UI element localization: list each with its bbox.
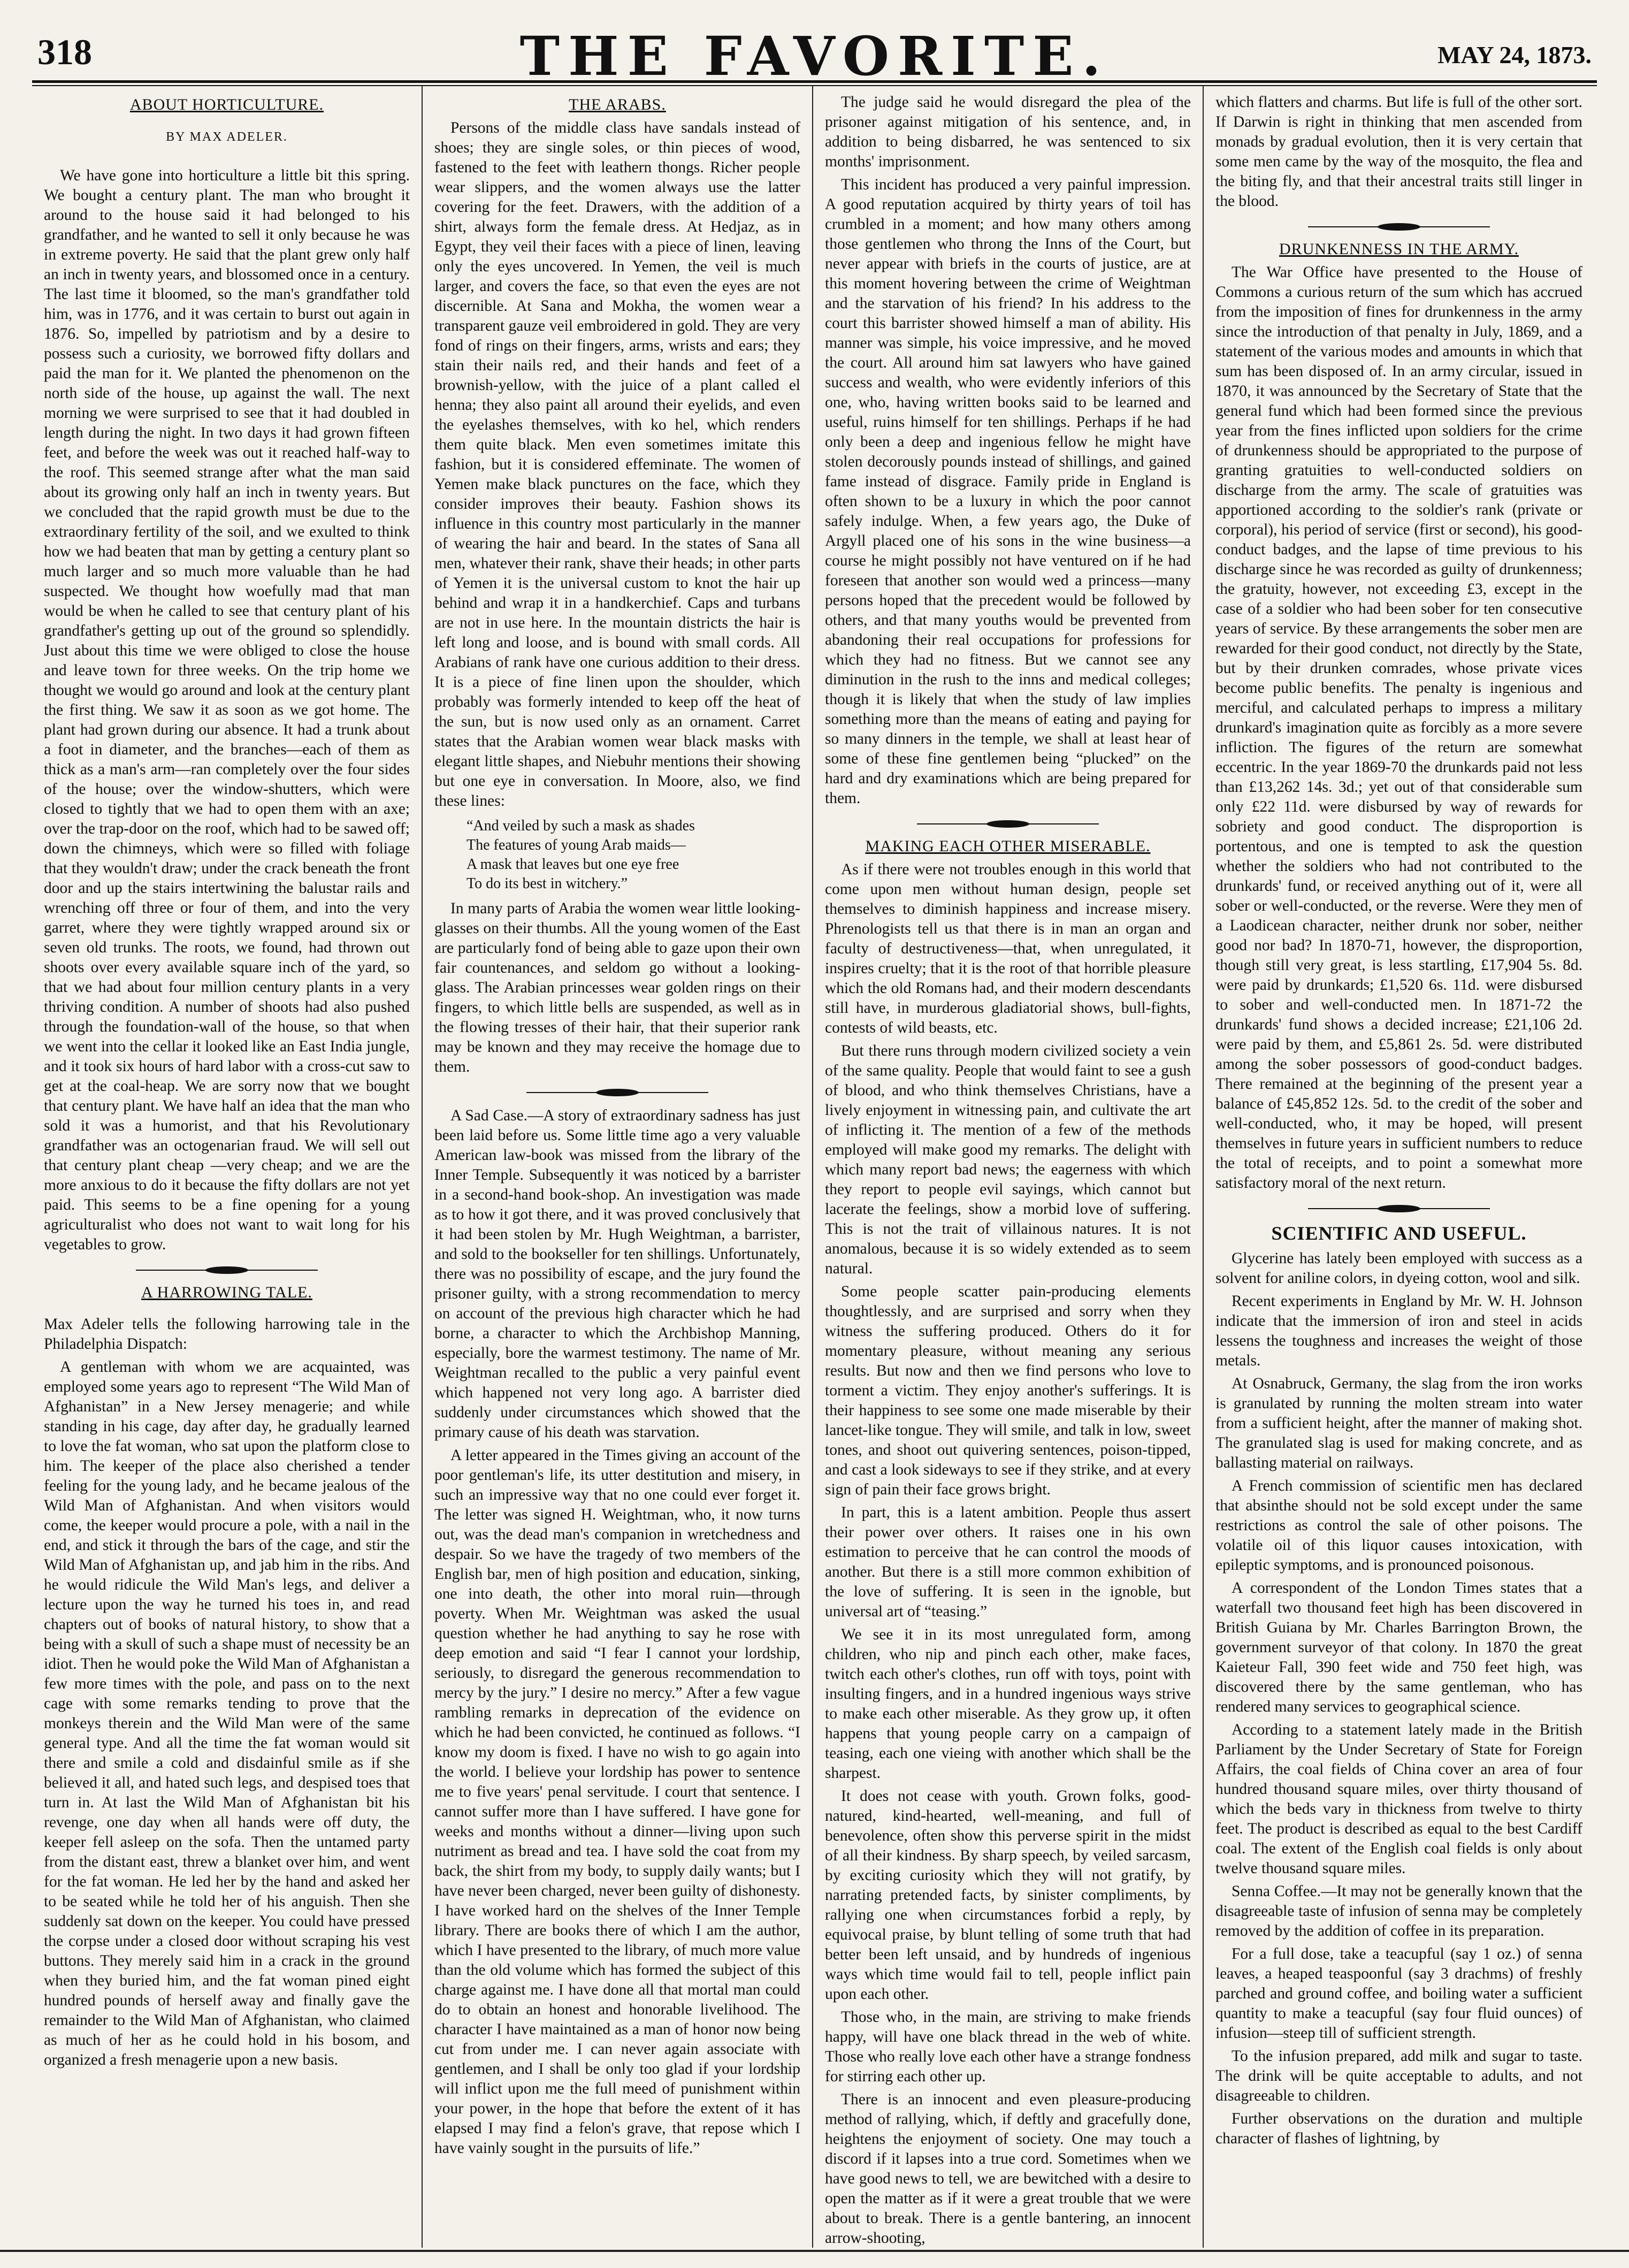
article-paragraph: There is an innocent and even pleasure-producing method of rallying, which, if deftly and gracefully done, heightens the enjoyment of society. One may touch a discord if it lapses into a true cord. Sometimes when we have good news to tell, we are bewitched with a desire to open the matter as if it were a great trouble that we were about to break. There is a gentle bantering, an innocent arrow-shooting, xyxy=(825,2091,1191,2247)
article-paragraph: Some people scatter pain-producing elements thoughtlessly, and are surprised and sorry when they witness the suffering produced. Others do it for momentary pleasure, without meaning any serious results. But now and then we find persons who love to torment a victim. They enjoy another's sufferings. It is their happiness to see some one made miserable by their lancet-like tongue. They will smile, and talk in low, sweet tones, and shoot out quivering sentences, poison-tipped, and cast a look sideways to see if they strike, and at every sign of pain their face grows bright. xyxy=(825,1283,1191,1498)
article-paragraph: But there runs through modern civilized society a vein of the same quality. People that would faint to see a gush of blood, and who think themselves Christians, have a lively enjoyment in witnessing pain, and cultivate the art of inflicting it. The mention of a few of the methods employed will make good my remarks. The delight with which many report bad news; the eagerness with which they report to people evil sayings, which cannot but lacerate the feelings, show a morbid love of suffering. This is not the trait of villainous natures. It is not anomalous, because it is so widely extended as to seem natural. xyxy=(825,1042,1191,1277)
section-divider xyxy=(825,818,1191,830)
article-paragraph: A letter appeared in the Times giving an account of the poor gentleman's life, its utter destitution and misery, in such an impressive way that no one could ever forget it. The letter was signed H. Weightman, who, it now turns out, was the dead man's companion in wretchedness and despair. So we have the tragedy of two members of the English bar, men of high position and education, sinking, one into death, the other into moral ruin—through poverty. When Mr. Weightman was asked the usual question whether he had anything to say he rose with deep emotion and said “I fear I cannot your lordship, seriously, to disregard the generous recommendation to mercy by the jury.” I desire no mercy.” After a few vague rambling remarks in deprecation of the evidence on which he had been convicted, he continued as follows. “I know my doom is fixed. I have no wish to go again into the world. I believe your lordship has power to sentence me to five years' penal servitude. I court that sentence. I cannot suffer more than I have suffered. I have gone for weeks and months without a dinner—living upon such nutriment as bread and tea. I have sold the coat from my back, the shirt from my body, to supply daily wants; but I have never been charged, never been guilty of dishonesty. I have worked hard on the shelves of the Inner Temple library. There are books there of which I am the author, which I have presented to the library, of much more value than the old volume which has formed the subject of this charge against me. I have done all that mortal man could do to obtain an honest and honorable livelihood. The character I have maintained as a man of honor now being cut from under me. I can never again associate with gentlemen, and I shall be only too glad if your lordship will inflict upon me the full meed of punishment within your power, in the hope that before the extent of it has elapsed I may find a felon's grave, that repose which I have vainly sought in the pursuits of life.” xyxy=(434,1447,800,2157)
section-divider xyxy=(1215,1203,1582,1215)
verse-line: A mask that leaves but one eye free xyxy=(466,856,679,873)
ornament-rule-icon xyxy=(131,1264,323,1276)
article-paragraph: which flatters and charms. But life is full of the other sort. If Darwin is right in thinking that men ascended from monads by gradual evolution, then it is very certain that some men came by the way of the mosquito, the flea and the biting fly, and that their ancestral traits still linger in the blood. xyxy=(1215,94,1582,210)
article-paragraph: A French commission of scientific men has declared that absinthe should not be sold except under the same restrictions as control the sale of other poisons. The volatile oil of this liquor causes intoxication, with epileptic symptoms, and is pronounced poisonous. xyxy=(1215,1477,1582,1574)
article-paragraph: Senna Coffee.—It may not be generally known that the disagreeable taste of infusion of senna may be completely removed by the addition of coffee in its preparation. xyxy=(1215,1883,1582,1939)
masthead xyxy=(32,21,1597,88)
column-4 xyxy=(1204,86,1594,2248)
article-paragraph: A Sad Case.—A story of extraordinary sadness has just been laid before us. Some little time ago a very valuable American law-book was missed from the library of the Inner Temple. Subsequently it was noticed by a barrister in a second-hand book-shop. An investigation was made as to how it got there, and it was proved conclusively that it had been stolen by Mr. Hugh Weightman, a barrister, and sold to the bookseller for ten shillings. Unfortunately, there was no possibility of escape, and the jury found the prisoner guilty, with a strong recommendation to mercy on account of the previous high character which he had borne, a character to which the Archbishop Manning, especially, bore the warmest testimony. The name of Mr. Weightman recalled to the public a very painful event which happened not very long ago. A barrister died suddenly under circumstances which showed that the primary cause of his death was starvation. xyxy=(434,1107,800,1441)
columns xyxy=(32,86,1597,2248)
column-1 xyxy=(32,86,423,2248)
article-heading: A HARROWING TALE. xyxy=(141,1284,312,1301)
article-paragraph: The War Office have presented to the House of Commons a curious return of the sum which has accrued from the imposition of fines for drunkenness in the army since the introduction of that penalty in July, 1869, and a statement of the various modes and amounts in which that sum has been disposed of. In an army circular, issued in 1870, it was announced by the Secretary of State that the general fund which had been formed since the previous year from the fines inflicted upon soldiers for the crime of drunkenness should be appropriated to the purpose of granting gratuities to well-conducted soldiers on discharge from the army. The scale of gratuities was apportioned according to the soldier's rank (private or corporal), his period of service (first or second), his good-conduct badges, and the lapse of time previous to his discharge since he was recorded as guilty of drunkenness; the gratuity, however, not exceeding £3, except in the case of a soldier who had been sober for ten consecutive years of service. By these arrangements the sober men are rewarded for their good conduct, not directly by the State, but by their drunken comrades, whose private vices become public benefits. The penalty is ingenious and merciful, and calculated perhaps to impress a military drunkard's imagination quite as forcibly as a more severe infliction. The figures of the return are somewhat eccentric. In the year 1869-70 the drunkards paid not less than £13,262 14s. 3d.; yet out of that considerable sum only £22 11d. were disbursed by way of rewards for sobriety and good conduct. The disproportion is portentous, and one is tempted to ask the question whether the soldiers who had not contributed to the drunkards' fund, or received anything out of it, were all sober or well-conducted, or the reverse. Were they men of a Laodicean character, neither drunk nor sober, neither good nor bad? In 1870-71, however, the disproportion, though still very great, is less startling, £17,904 5s. 8d. were paid by drunkards; £1,520 6s. 11d. were disbursed to sober and well-conducted men. In 1871-72 the drunkards' fund shows a decided increase; £21,106 2d. were paid by them, and £5,861 2s. 5d. were distributed among the sober possessors of good-conduct badges. There remained at the beginning of the present year a balance of £45,852 12s. 5d. to the credit of the sober and well-conducted, who, it may be hoped, will present themselves in future years in sufficient numbers to reduce the total of receipts, and to point a somewhat more satisfactory moral of the next return. xyxy=(1215,264,1582,1192)
verse-line: The features of young Arab maids— xyxy=(466,837,686,853)
article-heading: DRUNKENNESS IN THE ARMY. xyxy=(1279,240,1519,258)
page-number: 318 xyxy=(37,32,92,72)
article-paragraph: In part, this is a latent ambition. People thus assert their power over others. It raises one in his own estimation to perceive that he can control the moods of another. But there is a still more common exhibition of the love of suffering. It is seen in the ignoble, but universal art of “teasing.” xyxy=(825,1504,1191,1620)
article-paragraph: This incident has produced a very painful impression. A good reputation acquired by thirty years of toil has crumbled in a moment; and how many others among those gentlemen who throng the Inns of the Court, but never appear with briefs in the courts of justice, are at this moment hovering between the crime of Weightman and the starvation of his friend? In his address to the court this barrister showed himself a man of ability. His manner was simple, his voice impressive, and he moved the court. All around him sat lawyers who have gained success and wealth, who were evidently inferiors of this one, who, having written books said to be learned and useful, ruins himself for ten shillings. Perhaps if he had only been a deep and ingenious fellow he might have stolen decorously pounds instead of shillings, and gained fame instead of disgrace. Family pride in England is often shown to be a luxury in which the poor cannot safely indulge. When, a few years ago, the Duke of Argyll placed one of his sons in the wine business—a course he might possibly not have ventured on if he had foreseen that another son would wed a princess—many persons hoped that the precedent would be followed by others, and that many youths would be prevented from abandoning their real occupations for professions for which they had no fitness. But we cannot see any diminution in the rush to the inns and medical colleges; though it is likely that when the study of law implies something more than the means of eating and paying for so many dinners in the temple, we shall at least hear of some of these fine gentlemen being “plucked” on the hard and dry examinations which are being prepared for them. xyxy=(825,176,1191,807)
article-heading: THE ARABS. xyxy=(569,96,666,113)
article-paragraph: Those who, in the main, are striving to make friends happy, will have one black thread in the web of white. Those who really love each other have a strange fondness for stirring each other up. xyxy=(825,2009,1191,2085)
article-paragraph: Persons of the middle class have sandals instead of shoes; they are single soles, or thin pieces of wood, fastened to the feet with leathern thongs. Richer people wear slippers, and the women always use the latter covering for the feet. Drawers, with the addition of a shirt, always form the female dress. At Hedjaz, as in Egypt, they veil their faces with a piece of linen, leaving only the eyes uncovered. In Yemen, the veil is much larger, and covers the face, so that even the eyes are not discernible. At Sana and Mokha, the women wear a transparent gauze veil embroidered in gold. They are very fond of rings on their fingers, arms, wrists and ears; they stain their nails red, and their hands and feet of a brownish-yellow, with the juice of a plant called el henna; they also paint all around their eyelids, and even the eyelashes themselves, with ko hel, which renders them quite black. Men even sometimes imitate this fashion, but it is considered effeminate. The women of Yemen make black punctures on the face, which they consider improves their beauty. Fashion shows its influence in this country most particularly in the manner of wearing the hair and beard. In the states of Sana all men, whatever their rank, shave their heads; in other parts of Yemen it is the universal custom to knot the hair up behind and wrap it in a handkerchief. Caps and turbans are not in use here. In the mountain districts the hair is left long and loose, and is bound with small cords. All Arabians of rank have one curious addition to their dress. It is a piece of fine linen upon the shoulder, which probably was formerly intended to keep off the heat of the sun, but is now used only as an ornament. Carret states that the Arabian women wear black masks with elegant little shapes, and Niebuhr mentions their showing but one eye in conversation. In Moore, also, we find these lines: xyxy=(434,119,800,810)
section-divider xyxy=(434,1087,800,1098)
ornament-rule-icon xyxy=(1303,1203,1495,1215)
byline: BY MAX ADELER. xyxy=(166,130,288,144)
article-paragraph: Recent experiments in England by Mr. W. H. Johnson indicate that the immersion of iron and steel in acids lessens the toughness and increases the weight of those metals. xyxy=(1215,1293,1582,1369)
ornament-rule-icon xyxy=(1303,221,1495,233)
article-paragraph: Glycerine has lately been employed with success as a solvent for aniline colors, in dyeing cotton, wool and silk. xyxy=(1215,1250,1582,1287)
newspaper-title: THE FAVORITE. xyxy=(519,25,1110,88)
verse-quote xyxy=(466,816,800,894)
ornament-rule-icon xyxy=(912,818,1104,830)
article-paragraph: According to a statement lately made in the British Parliament by the Under Secretary of State for Foreign Affairs, the coal fields of China cover an area of four hundred thousand square miles, over thirty thousand of which the beds vary in thickness from twelve to thirty feet. The product is described as equal to the best Cardiff coal. The extent of the English coal fields is only about twelve thousand square miles. xyxy=(1215,1721,1582,1877)
article-paragraph: The judge said he would disregard the plea of the prisoner against mitigation of his sentence, and, in addition to being disbarred, he was sentenced to six months' imprisonment. xyxy=(825,94,1191,170)
article-paragraph: Further observations on the duration and multiple character of flashes of lightning, by xyxy=(1215,2110,1582,2147)
article-paragraph: As if there were not troubles enough in this world that come upon men without human design, people set themselves to diminish happiness and increase misery. Phrenologists tell us that there is in man an organ and faculty of destructiveness—that, when unregulated, it inspires cruelty; that it is the root of that horrible pleasure which the old Romans had, and their modern descendants still have, in murderous gladiatorial shows, bull-fights, contests of wild beasts, etc. xyxy=(825,861,1191,1036)
ornament-rule-icon xyxy=(521,1087,714,1098)
article-heading: MAKING EACH OTHER MISERABLE. xyxy=(865,837,1151,855)
column-2 xyxy=(423,86,813,2248)
article-paragraph: Max Adeler tells the following harrowing tale in the Philadelphia Dispatch: xyxy=(44,1316,410,1353)
column-3 xyxy=(813,86,1204,2248)
article-paragraph: We have gone into horticulture a little bit this spring. We bought a century plant. The man who brought it around to the house said it had belonged to his grandfather, and he wanted to sell it only because he was in extreme poverty. He said that the plant grew only half an inch in twenty years, and blossomed once in a century. The last time it bloomed, so the man's grandfather told him, was in 1776, and it was certain to burst out again in 1876. So, impelled by patriotism and by a desire to possess such a curiosity, we borrowed fifty dollars and paid the man for it. We planted the phenomenon on the north side of the house, up against the wall. The next morning we were surprised to see that it had doubled in length during the night. In two days it had grown fifteen feet, and before the week was out it reached half-way to the roof. This seemed strange after what the man said about its growing only half an inch in twenty years. But we concluded that the rapid growth must be due to the extraordinary fertility of the soil, and we exulted to think how we had beaten that man by getting a century plant so much larger and so much more valuable than he had suspected. We thought how woefully mad that man would be when he called to see that century plant of his grandfather's getting up out of the ground so splendidly. Just about this time we were obliged to close the house and leave town for three weeks. On the trip home we thought we would go around and look at the century plant the first thing. We saw it as soon as we got home. The plant had grown during our absence. It had a trunk about a foot in diameter, and the branches—each of them as thick as a man's arm—ran completely over the four sides of the house; over the window-shutters, which were closed to tightly that we had to open them with an axe; over the trap-door on the roof, which had to be sawed off; down the chimneys, which were so filled with foliage that they wouldn't draw; under the crack beneath the front door and up the stairs intertwining the balustar rails and wrenching off three or four of them, and into the very garret, where they were tightly wrapped around six or seven old trunks. The roots, we found, had thrown out shoots over every available square inch of the yard, so that we had about four million century plants in a very thriving condition. A number of shoots had also pushed through the foundation-wall of the house, so that when we went into the cellar it looked like an East India jungle, and it took six hours of hard labor with a cross-cut saw to get at the coal-heap. We are sorry now that we bought that century plant. We have half an idea that the man who sold it was a humorist, and that his Revolutionary grandfather was an octogenarian fraud. We will sell out that century plant cheap —very cheap; and we are the more anxious to do it because the fifty dollars are not yet paid. This seems to be a fine opening for a young agriculturalist who does not want to wait long for his vegetables to grow. xyxy=(44,167,410,1253)
article-paragraph: A correspondent of the London Times states that a waterfall two thousand feet high has been discovered in British Guiana by Mr. Charles Barrington Brown, the government surveyor of that colony. In 1870 the great Kaieteur Fall, 390 feet wide and 750 feet high, was discovered there by the same gentleman, who has rendered many services to geographical science. xyxy=(1215,1579,1582,1715)
article-heading: SCIENTIFIC AND USEFUL. xyxy=(1271,1223,1527,1244)
article-paragraph: At Osnabruck, Germany, the slag from the iron works is granulated by running the molten stream into water from a sufficient height, after the manner of making shot. The granulated slag is used for making concrete, and as ballasting material on railways. xyxy=(1215,1375,1582,1471)
article-heading: ABOUT HORTICULTURE. xyxy=(129,96,324,113)
article-paragraph: In many parts of Arabia the women wear little looking-glasses on their thumbs. All the young women of the East are particularly fond of being able to gaze upon their own fair countenances, and seldom go without a looking-glass. The Arabian princesses wear golden rings on their fingers, to which little bells are suspended, as well as in the flowing tresses of their hair, that their superior rank may be known and they may receive the homage due to them. xyxy=(434,900,800,1075)
article-paragraph: To the infusion prepared, add milk and sugar to taste. The drink will be quite acceptable to adults, and not disagreeable to children. xyxy=(1215,2048,1582,2104)
section-divider xyxy=(1215,221,1582,233)
section-divider xyxy=(44,1264,410,1276)
verse-line: To do its best in witchery.” xyxy=(466,875,628,892)
article-paragraph: For a full dose, take a teacupful (say 1 oz.) of senna leaves, a heaped teaspoonful (say 3 drachms) of freshly parched and ground coffee, and boiling water a sufficient quantity to make a teacupful (say four fluid ounces) of infusion—steep till of sufficient strength. xyxy=(1215,1945,1582,2042)
article-paragraph: We see it in its most unregulated form, among children, who nip and pinch each other, make faces, twitch each other's clothes, run off with toys, point with insulting fingers, and in a hundred ingenious ways strive to make each other miserable. As they grow up, it often happens that young people carry on a campaign of teasing, each one vieing with another which shall be the sharpest. xyxy=(825,1626,1191,1782)
page-bottom-rule xyxy=(0,2250,1629,2252)
verse-line: “And veiled by such a mask as shades xyxy=(466,818,695,834)
issue-date: MAY 24, 1873. xyxy=(1437,41,1592,68)
article-paragraph: It does not cease with youth. Grown folks, good-natured, kind-hearted, well-meaning, and full of benevolence, often show this perverse spirit in the midst of all their kindness. By sharp speech, by veiled sarcasm, by exciting curiosity which they will not gratify, by narrating pretended facts, by sinister compliments, by rallying one when circumstances forbid a reply, by equivocal praise, by blunt telling of some truth that had better been left unsaid, and by hundreds of ingenious ways which time would fail to tell, people inflict pain upon each other. xyxy=(825,1788,1191,2003)
article-paragraph: A gentleman with whom we are acquainted, was employed some years ago to represent “The Wild Man of Afghanistan” in a New Jersey menagerie; and while standing in his cage, day after day, he gradually learned to love the fat woman, who sat upon the platform close to him. The keeper of the place also cherished a tender feeling for the young lady, and he became jealous of the Wild Man of Afghanistan. And when visitors would come, the keeper would procure a pole, with a nail in the end, and stick it through the bars of the cage, and stir the Wild Man of Afghanistan up, and jab him in the ribs. And he would ridicule the Wild Man's legs, and deliver a lecture upon the way he turned his toes in, and read chapters out of books of natural history, to show that a being with a skull of such a shape must of necessity be an idiot. Then he would poke the Wild Man of Afghanistan a few more times with the pole, and pass on to the next cage with some remarks tending to prove that the monkeys therein and the Wild Man were of the same general type. And all the time the fat woman would sit there and smile a cold and disdainful smile as if she believed it all, and hated such legs, and despised toes that turn in. At last the Wild Man of Afghanistan bit his revenge, one day when all hands were off duty, the keeper fell asleep on the sofa. Then the untamed party from the distant east, threw a blanket over him, and went for the fat woman. He led her by the hand and asked her to be seated while he told her of his anguish. Then she suddenly sat down on the keeper. You could have pressed the corpse under a closed door without scraping his vest buttons. They merely said him in a crack in the ground when they buried him, and the fat woman pined eight hundred pounds of herself away and finally gave the remainder to the Wild Man of Afghanistan, who claimed as much of her as he could hold in his bosom, and organized a fresh menagerie upon a new basis. xyxy=(44,1358,410,2068)
